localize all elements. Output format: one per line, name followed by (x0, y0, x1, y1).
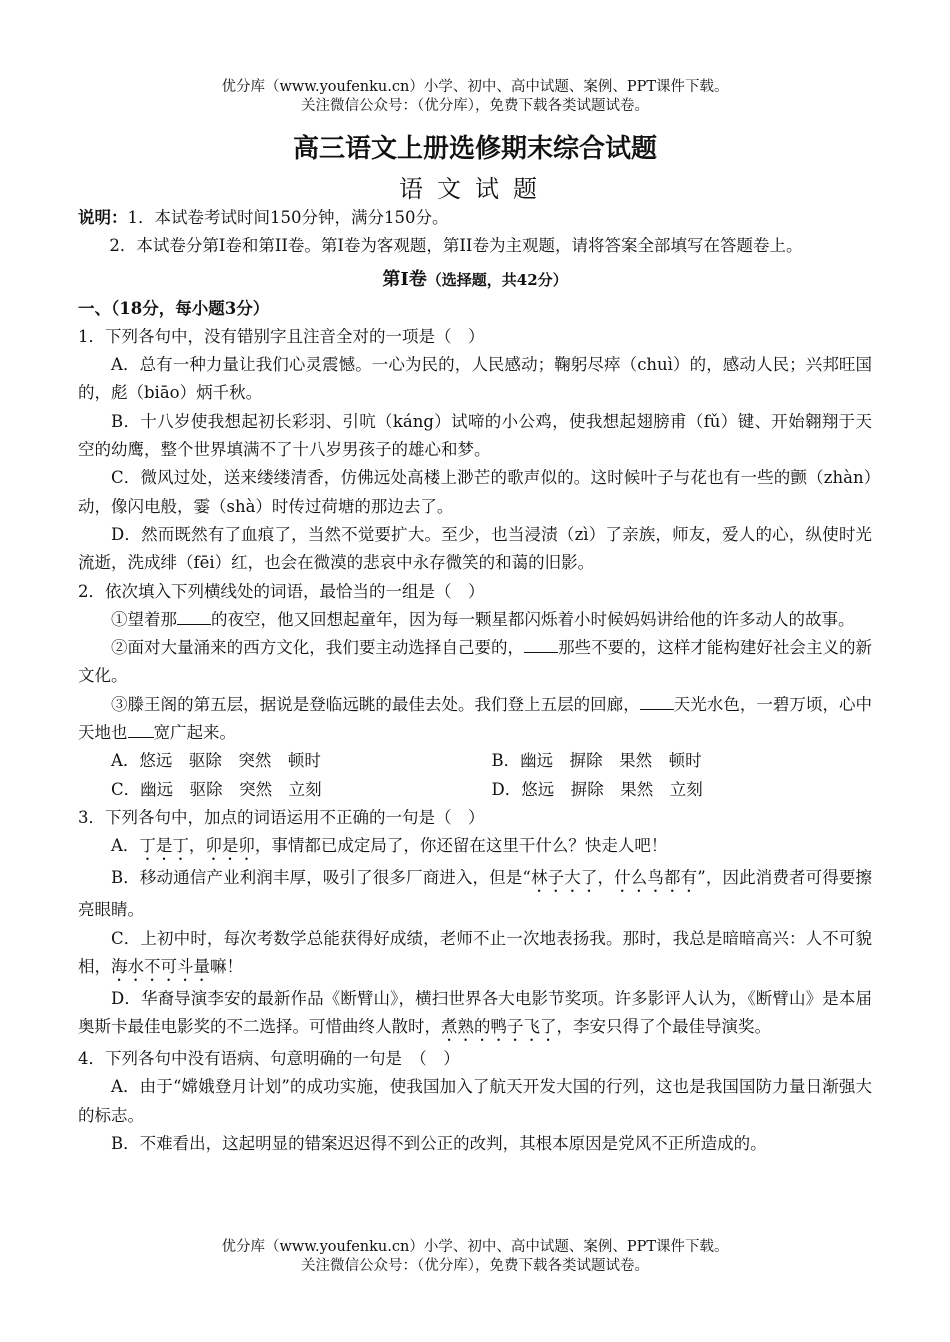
volume-heading: 第Ⅰ卷（选择题，共42分） (382, 268, 568, 290)
note-1: 说明：1．本试卷考试时间150分钟，满分150分。 (78, 208, 449, 227)
q1-option-c: C．微风过处，送来缕缕清香，仿佛远处高楼上渺芒的歌声似的。这时候叶子与花也有一些的颤（zhàn）动，像闪电般，霎（shà）时传过荷塘的那边去了。 (78, 468, 872, 516)
q3-stem: 3．下列各句中，加点的词语运用不正确的一句是（ ） (78, 807, 485, 827)
page-header (78, 78, 872, 116)
q2-option-d: D．悠远 摒除 果然 立刻 (491, 779, 703, 799)
q4-option-b: B．不难看出，这起明显的错案迟迟得不到公正的改判，其根本原因是党风不正所造成的。 (111, 1134, 767, 1154)
exam-title: 高三语文上册选修期末综合试题 (292, 134, 657, 164)
q1-option-d: D．然而既然有了血痕了，当然不觉要扩大。至少，也当浸渍（zì）了亲族，师友，爱人的心，纵使时光流逝，洗成绯（fēi）红，也会在微漠的悲哀中永存微笑的和蔼的旧影。 (78, 524, 872, 573)
footer-line-1: 优分库（www.youfenku.cn）小学、初中、高中试题、案例、PPT课件下载。 (221, 1239, 729, 1255)
q2-sentence-2: ②面对大量涌来的西方文化，我们要主动选择自己要的， 那些不要的，这样才能构建好社会主义的新文化。 (78, 638, 873, 686)
fill-blank (128, 721, 154, 738)
q2-option-c: C．幽远 驱除 突然 立刻 (111, 779, 322, 799)
exam-page (78, 78, 872, 1158)
fill-blank (524, 636, 558, 653)
exam-subtitle: 语文试题 (399, 175, 551, 203)
section-heading: 一、（18分，每小题3分） (78, 298, 270, 318)
q2-option-a: A．悠远 驱除 突然 顿时 (111, 751, 321, 771)
q3-option-d: D．华裔导演李安的最新作品《断臂山》，横扫世界各大电影节奖项。许多影评人认为，《断臂山》是本届奥斯卡最佳电影奖的不二选择。可惜曲终人散时，煮熟的鸭子飞了，李安只得了个最佳导演奖。 (78, 988, 872, 1037)
dotted-phrase: 海水不可斗量 (111, 956, 210, 976)
fill-blank (177, 608, 211, 625)
footer-line-2: 关注微信公众号：（优分库），免费下载各类试题试卷。 (301, 1258, 649, 1274)
q2-option-b: B．幽远 摒除 果然 顿时 (491, 751, 702, 771)
fill-blank (640, 693, 674, 710)
dotted-phrase: 煮熟的鸭子飞了 (441, 1017, 557, 1037)
q4-option-a: A．由于“嫦娥登月计划”的成功实施，使我国加入了航天开发大国的行列，这也是我国国防力量日渐强大的标志。 (78, 1077, 872, 1125)
q2-sentence-3: ③滕王阁的第五层，据说是登临远眺的最佳去处。我们登上五层的回廊， 天光水色，一碧万顷，心中天地也 宽广起来。 (78, 694, 873, 743)
q2-stem: 2．依次填入下列横线处的词语，最恰当的一组是（ ） (78, 581, 485, 601)
q2-options-row-1 (78, 747, 872, 775)
q4-stem: 4．下列各句中没有语病、句意明确的一句是 （ ） (78, 1049, 460, 1069)
q2-options-row-2 (78, 776, 872, 804)
page-footer (78, 1238, 872, 1276)
q2-sentence-1: ①望着那 的夜空，他又回想起童年，因为每一颗星都闪烁着小时候妈妈讲给他的许多动人的故事。 (111, 609, 855, 629)
note-label: 说明： (78, 208, 128, 227)
q1-stem: 1．下列各句中，没有错别字且注音全对的一项是（ ） (78, 326, 485, 346)
q1-option-b: B．十八岁使我想起初长彩羽、引吭（káng）试啼的小公鸡，使我想起翅膀甫（fǔ）键、开始翱翔于天空的幼鹰，整个世界填满不了十八岁男孩子的雄心和梦。 (78, 411, 872, 460)
note-2: 2．本试卷分第I卷和第II卷。第I卷为客观题，第II卷为主观题，请将答案全部填写在答题卷上。 (109, 236, 803, 256)
q1-option-a: A．总有一种力量让我们心灵震憾。一心为民的，人民感动；鞠躬尽瘁（chuì）的，感动人民；兴邦旺国的，彪（biāo）炳千秋。 (78, 355, 872, 403)
q3-option-b: B．移动通信产业利润丰厚，吸引了很多厂商进入，但是“林子大了，什么鸟都有”，因此消费者可得要擦亮眼睛。 (78, 868, 873, 920)
q3-option-c: C．上初中时，每次考数学总能获得好成绩，老师不止一次地表扬我。那时，我总是暗暗高兴：人不可貌相，海水不可斗量嘛！ (78, 928, 872, 976)
dotted-phrase: 丁是丁，卯是卯 (139, 836, 255, 856)
q3-option-a: A．丁是丁，卯是卯，事情都已成定局了，你还留在这里干什么？快走人吧！ (111, 836, 668, 856)
header-line-2: 关注微信公众号：（优分库），免费下载各类试题试卷。 (301, 98, 649, 114)
dotted-phrase: 林子大了，什么鸟都有 (530, 868, 698, 888)
header-line-1: 优分库（www.youfenku.cn）小学、初中、高中试题、案例、PPT课件下载。 (221, 79, 729, 95)
